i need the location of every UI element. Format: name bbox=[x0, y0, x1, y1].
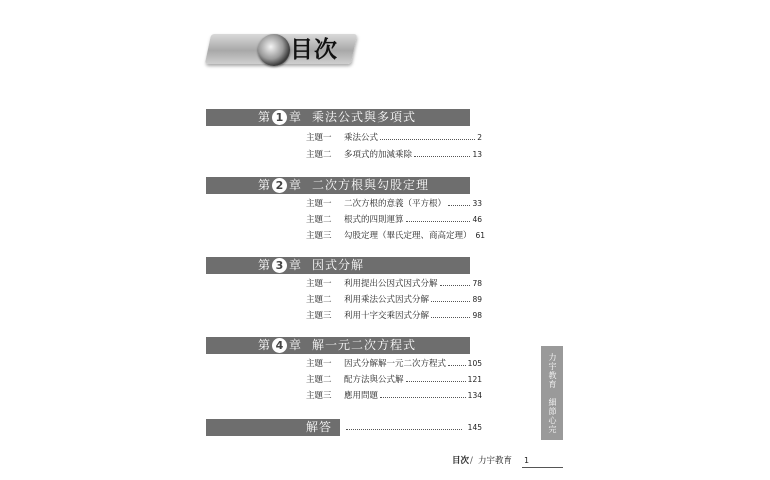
dot-leader bbox=[440, 285, 471, 286]
footer-separator: / bbox=[470, 456, 473, 466]
topic-label: 主題一 bbox=[306, 359, 332, 369]
topic-page-number: 2 bbox=[477, 133, 482, 142]
dot-leader bbox=[406, 381, 466, 382]
topic-title: 根式的四則運算 bbox=[344, 215, 404, 225]
chapter-suffix: 章 bbox=[289, 258, 302, 272]
topic-entry[interactable] bbox=[306, 213, 482, 227]
page-title: 目次 bbox=[290, 37, 338, 63]
topic-page-number: 98 bbox=[472, 311, 482, 320]
answers-page-number: 145 bbox=[467, 423, 482, 432]
topic-page-number: 78 bbox=[472, 279, 482, 288]
chapter-number-badge: 3 bbox=[272, 258, 287, 273]
topic-entry[interactable] bbox=[306, 373, 482, 387]
topic-entry[interactable] bbox=[306, 389, 482, 403]
chapter-prefix: 第 bbox=[258, 338, 271, 352]
chapter-number-badge: 2 bbox=[272, 178, 287, 193]
footer-publisher: 力宇教育 bbox=[478, 456, 513, 466]
topic-entry[interactable] bbox=[306, 148, 482, 162]
chapter-suffix: 章 bbox=[289, 110, 302, 124]
topic-entry[interactable] bbox=[306, 131, 482, 145]
topic-title: 應用問題 bbox=[344, 391, 379, 401]
topic-entry[interactable] bbox=[306, 229, 486, 243]
topic-page-number: 33 bbox=[472, 199, 482, 208]
chapter-2-heading[interactable] bbox=[206, 177, 470, 194]
answers-title: 解答篇 bbox=[306, 420, 333, 451]
topic-title: 乘法公式 bbox=[344, 133, 379, 143]
topic-label: 主題二 bbox=[306, 375, 332, 385]
topic-page-number: 89 bbox=[472, 295, 482, 304]
footer-section-label: 目次 bbox=[452, 456, 470, 466]
footer-rule bbox=[522, 467, 563, 468]
topic-entry[interactable] bbox=[306, 197, 482, 211]
dot-leader bbox=[346, 429, 462, 430]
topic-entry[interactable] bbox=[306, 293, 482, 307]
dot-leader bbox=[448, 365, 466, 366]
topic-page-number: 46 bbox=[472, 215, 482, 224]
topic-page-number: 134 bbox=[467, 391, 482, 400]
chapter-suffix: 章 bbox=[289, 338, 302, 352]
topic-title: 勾股定理（畢氏定理、商高定理） bbox=[344, 231, 472, 241]
dot-leader bbox=[380, 397, 466, 398]
topic-page-number: 13 bbox=[472, 150, 482, 159]
answers-entry[interactable] bbox=[206, 419, 482, 451]
chapter-number-badge: 1 bbox=[272, 110, 287, 125]
side-tab: 力宇教育 細節心完 bbox=[541, 346, 563, 440]
topic-title: 利用十字交乘因式分解 bbox=[344, 311, 430, 321]
chapter-prefix: 第 bbox=[258, 178, 271, 192]
topic-entry[interactable] bbox=[306, 277, 482, 291]
chapter-prefix: 第 bbox=[258, 258, 271, 272]
topic-label: 主題三 bbox=[306, 311, 332, 321]
topic-label: 主題三 bbox=[306, 391, 332, 401]
answers-heading bbox=[206, 419, 340, 451]
topic-page-number: 121 bbox=[467, 375, 482, 384]
dot-leader bbox=[406, 221, 471, 222]
topic-title: 利用乘法公式因式分解 bbox=[344, 295, 430, 305]
chapter-4-heading[interactable] bbox=[206, 337, 470, 354]
page-footer bbox=[452, 454, 563, 468]
dot-leader bbox=[414, 156, 470, 157]
topic-label: 主題一 bbox=[306, 133, 332, 143]
chapter-number-badge: 4 bbox=[272, 338, 287, 353]
topic-label: 主題三 bbox=[306, 231, 332, 241]
topic-label: 主題一 bbox=[306, 199, 332, 209]
topic-page-number: 61 bbox=[475, 231, 486, 240]
chapter-1-heading[interactable] bbox=[206, 109, 470, 126]
dot-leader bbox=[431, 317, 470, 318]
topic-title: 配方法與公式解 bbox=[344, 375, 404, 385]
footer-page-number: 1 bbox=[524, 456, 530, 465]
title-banner bbox=[208, 24, 358, 72]
chapter-prefix: 第 bbox=[258, 110, 271, 124]
topic-title: 利用提出公因式因式分解 bbox=[344, 279, 438, 289]
chapter-title: 因式分解 bbox=[312, 258, 365, 272]
dot-leader bbox=[431, 301, 470, 302]
topic-label: 主題二 bbox=[306, 215, 332, 225]
topic-title: 二次方根的意義（平方根） bbox=[344, 199, 447, 209]
chapter-3-heading[interactable] bbox=[206, 257, 470, 274]
chapter-suffix: 章 bbox=[289, 178, 302, 192]
chapter-title: 乘法公式與多項式 bbox=[312, 110, 417, 124]
topic-page-number: 105 bbox=[467, 359, 482, 368]
topic-label: 主題二 bbox=[306, 295, 332, 305]
dot-leader bbox=[380, 139, 475, 140]
chapter-title: 二次方根與勾股定理 bbox=[312, 178, 430, 192]
topic-label: 主題一 bbox=[306, 279, 332, 289]
dot-leader bbox=[448, 205, 470, 206]
topic-entry[interactable] bbox=[306, 357, 482, 371]
chapter-title: 解一元二次方程式 bbox=[312, 338, 417, 352]
topic-title: 多項式的加減乘除 bbox=[344, 150, 413, 160]
disc-icon bbox=[258, 34, 290, 66]
topic-title: 因式分解解一元二次方程式 bbox=[344, 359, 447, 369]
topic-label: 主題二 bbox=[306, 150, 332, 160]
topic-entry[interactable] bbox=[306, 309, 482, 323]
